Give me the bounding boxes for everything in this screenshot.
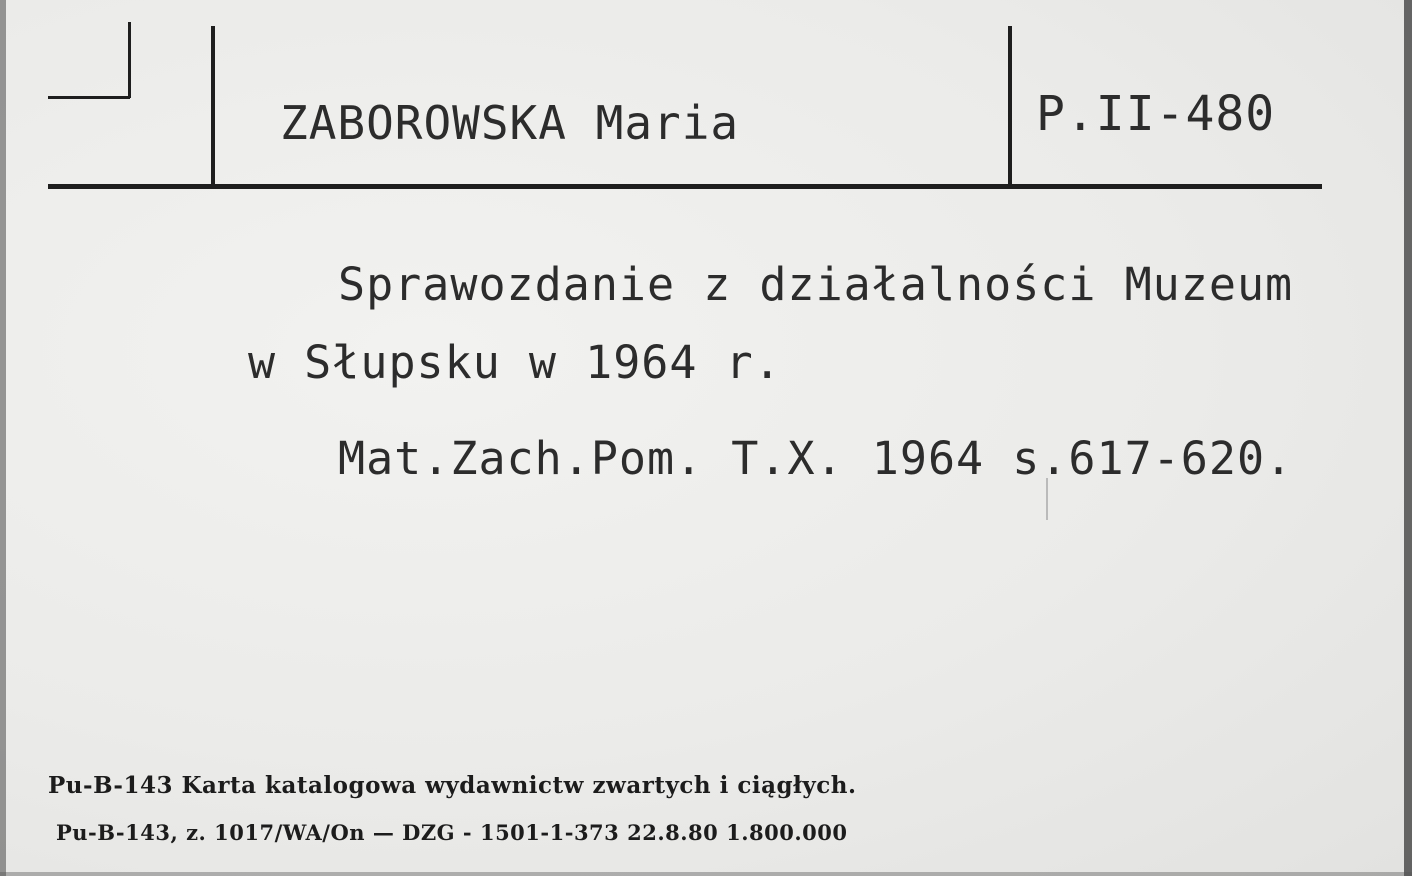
author-name: ZABOROWSKA Maria	[280, 96, 740, 150]
title-line-2: w Słupsku w 1964 r.	[248, 336, 782, 389]
header-divider-left	[211, 26, 215, 184]
scan-edge-left	[0, 0, 6, 876]
form-description: Karta katalogowa wydawnictw zwartych i ciągłych.	[181, 772, 857, 799]
corner-rule-horizontal	[48, 96, 130, 99]
scan-edge-right	[1404, 0, 1412, 876]
corner-rule-vertical	[128, 22, 131, 98]
scan-edge-bottom	[0, 872, 1412, 876]
header-divider-right	[1008, 26, 1012, 184]
title-line-1: Sprawozdanie z działalności Muzeum	[338, 258, 1294, 311]
form-caption	[48, 772, 857, 799]
form-print-info: Pu-B-143, z. 1017/WA/On — DZG - 1501-1-373 22.8.80 1.800.000	[56, 820, 848, 845]
shelf-signature: P.II-480	[1036, 86, 1276, 142]
header-rule	[48, 184, 1322, 189]
form-code: Pu-B-143	[48, 772, 173, 799]
source-citation: Mat.Zach.Pom. T.X. 1964 s.617-620.	[338, 432, 1294, 485]
